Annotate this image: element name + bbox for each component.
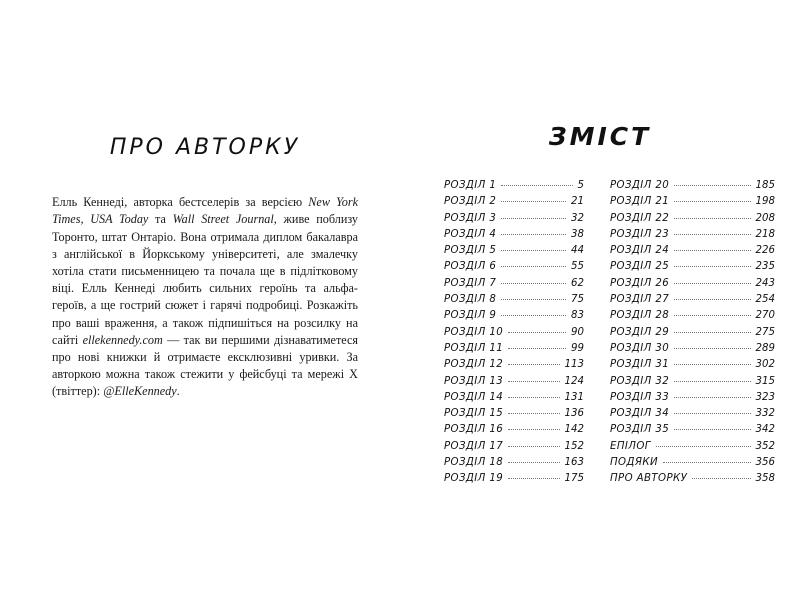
toc-entry-title: РОЗДІЛ 20 [610, 180, 670, 191]
toc-entry[interactable] [610, 392, 775, 408]
toc-entry-title: РОЗДІЛ 23 [610, 228, 670, 240]
toc-entry[interactable] [610, 245, 775, 261]
toc-entry-title: РОЗДІЛ 32 [610, 375, 670, 387]
toc-entry-page: 254 [755, 294, 775, 306]
toc-dot-leader [501, 218, 566, 219]
toc-dot-leader [692, 478, 750, 479]
toc-dot-leader [674, 364, 750, 365]
bio-twitter-handle[interactable]: @ElleKennedy [103, 384, 177, 399]
toc-entry-title: РОЗДІЛ 26 [610, 277, 670, 289]
toc-dot-leader [674, 429, 750, 430]
toc-dot-leader [501, 283, 566, 284]
toc-entry-page: 332 [755, 408, 775, 420]
toc-dot-leader [508, 381, 559, 382]
author-bio [52, 194, 358, 400]
toc-entry-title: РОЗДІЛ 17 [444, 440, 504, 452]
toc-entry[interactable] [610, 229, 775, 245]
toc-dot-leader [501, 185, 572, 186]
toc-entry-title: РОЗДІЛ 15 [444, 408, 504, 420]
toc-entry[interactable] [610, 376, 775, 392]
toc-entry-page: 124 [564, 375, 584, 387]
toc-entry-page: 235 [755, 261, 775, 273]
toc-entry-page: 90 [571, 326, 584, 338]
toc-entry-title: РОЗДІЛ 10 [444, 326, 504, 338]
toc-dot-leader [501, 201, 566, 202]
table-of-contents-page [400, 0, 800, 600]
toc-entry-title: РОЗДІЛ 34 [610, 408, 670, 420]
toc-entry-page: 131 [564, 391, 584, 403]
toc-dot-leader [656, 446, 751, 447]
toc-entry-title: РОЗДІЛ 18 [444, 457, 504, 469]
toc-entry-page: 83 [571, 310, 584, 322]
toc-entry[interactable] [444, 261, 584, 277]
toc-dot-leader [508, 446, 559, 447]
toc-entry-page: 356 [755, 457, 775, 469]
toc-entry-page: 198 [755, 196, 775, 208]
bio-text: Елль Кеннеді, авторка бестселерів за версією [52, 195, 309, 210]
toc-entry[interactable] [444, 441, 584, 457]
toc-entry-page: 275 [755, 326, 775, 338]
toc-entry-title: РОЗДІЛ 6 [444, 261, 497, 273]
toc-entry-title: РОЗДІЛ 14 [444, 391, 504, 403]
toc-dot-leader [674, 218, 750, 219]
toc-entry-page: 75 [571, 294, 584, 306]
toc-entry[interactable] [610, 278, 775, 294]
toc-entry[interactable] [444, 408, 584, 424]
toc-entry-page: 289 [755, 342, 775, 354]
toc-dot-leader [508, 413, 559, 414]
toc-entry[interactable] [610, 343, 775, 359]
toc-entry-page: 62 [571, 277, 584, 289]
toc-entry-title: РОЗДІЛ 21 [610, 196, 670, 208]
toc-dot-leader [508, 364, 559, 365]
toc-entry-title: РОЗДІЛ 11 [444, 342, 504, 354]
toc-entry[interactable] [610, 408, 775, 424]
toc-dot-leader [674, 381, 750, 382]
toc-dot-leader [501, 234, 566, 235]
toc-entry[interactable] [444, 457, 584, 473]
toc-entry[interactable] [444, 310, 584, 326]
toc-entry-title: РОЗДІЛ 31 [610, 359, 670, 371]
toc-entry[interactable] [610, 310, 775, 326]
toc-entry-page: 136 [564, 408, 584, 420]
toc-dot-leader [508, 348, 566, 349]
toc-entry-title: РОЗДІЛ 33 [610, 391, 670, 403]
toc-entry-title: ЕПІЛОГ [610, 440, 651, 452]
toc-entry-page: 38 [571, 228, 584, 240]
toc-dot-leader [674, 299, 750, 300]
toc-entry[interactable] [610, 213, 775, 229]
toc-dot-leader [674, 266, 750, 267]
toc-entry-page: 175 [564, 473, 584, 485]
toc-dot-leader [674, 283, 750, 284]
toc-entry-title: РОЗДІЛ 8 [444, 294, 497, 306]
toc-entry[interactable] [444, 473, 584, 489]
toc-entry-title: РОЗДІЛ 35 [610, 424, 670, 436]
toc-entry-title: РОЗДІЛ 28 [610, 310, 670, 322]
toc-entry[interactable] [610, 359, 775, 375]
toc-entry-title: ПОДЯКИ [610, 457, 658, 469]
toc-entry[interactable] [444, 376, 584, 392]
toc-entry[interactable] [444, 229, 584, 245]
toc-dot-leader [508, 478, 559, 479]
bio-text: — так ви першими дізнаватиметеся про нові книжки й отримаєте ексклюзивні уривки. За авторкою можна також стежити у фейсбуці та мережі X (твіттер): [52, 332, 359, 399]
toc-dot-leader [674, 397, 750, 398]
toc-entry[interactable] [444, 424, 584, 440]
toc-entry-page: 185 [755, 180, 775, 191]
toc-dot-leader [674, 234, 750, 235]
toc-entry-page: 163 [564, 457, 584, 469]
toc-dot-leader [674, 185, 750, 186]
bio-nyt: New York Times [52, 195, 358, 227]
bio-website-link[interactable]: ellekennedy.com [82, 332, 163, 347]
toc-entry-title: РОЗДІЛ 7 [444, 277, 497, 289]
bio-usa-today: USA Today [90, 212, 149, 227]
toc-entry[interactable] [444, 359, 584, 375]
bio-text: , живе поблизу Торонто, штат Онтаріо. Вона отримала диплом бакалавра з англійської в Йоркському університеті, але змалечку хотіла стати письменницею та почала ще в підлітковому віці. Елль Кеннеді любить сильних героїнь та альфа-героїв, а ще гострий сюжет і гарячі подробиці. Розкажіть про ваші враження, а також підпишіться на розсилку на сайті [52, 212, 359, 347]
toc-dot-leader [674, 413, 750, 414]
bio-wsj: Wall Street Journal [172, 212, 274, 227]
toc-dot-leader [501, 250, 566, 251]
toc-entry[interactable] [444, 392, 584, 408]
bio-text: та [148, 212, 173, 227]
toc-entry-page: 226 [755, 245, 775, 257]
toc-dot-leader [501, 299, 566, 300]
toc-entry-page: 55 [571, 261, 584, 273]
toc-entry[interactable] [444, 343, 584, 359]
toc-dot-leader [663, 462, 751, 463]
toc-entry-title: РОЗДІЛ 29 [610, 326, 670, 338]
toc-entry[interactable] [610, 457, 775, 473]
toc-entry-page: 32 [571, 212, 584, 224]
toc-dot-leader [674, 348, 750, 349]
toc-entry-title: РОЗДІЛ 5 [444, 245, 497, 257]
toc-entry-page: 315 [755, 375, 775, 387]
toc-entry[interactable] [610, 196, 775, 212]
toc-entry[interactable] [444, 245, 584, 261]
toc-entry[interactable] [444, 213, 584, 229]
toc-entry-title: РОЗДІЛ 3 [444, 212, 497, 224]
toc-entry[interactable] [610, 294, 775, 310]
toc-entry-title: РОЗДІЛ 9 [444, 310, 497, 322]
toc-entry-page: 113 [564, 359, 584, 371]
toc-entry[interactable] [610, 441, 775, 457]
toc-entry-title: РОЗДІЛ 19 [444, 473, 504, 485]
toc-entry-page: 44 [571, 245, 584, 257]
toc-entry-title: РОЗДІЛ 27 [610, 294, 670, 306]
toc-entry[interactable] [610, 424, 775, 440]
bio-text: , [80, 212, 91, 227]
toc-entry-page: 208 [755, 212, 775, 224]
toc-entry-title: РОЗДІЛ 1 [444, 180, 497, 191]
toc-entry[interactable] [444, 278, 584, 294]
toc-dot-leader [501, 315, 566, 316]
toc-dot-leader [508, 332, 566, 333]
toc-entry-page: 218 [755, 228, 775, 240]
toc-entry-page: 142 [564, 424, 584, 436]
toc-entry-page: 270 [755, 310, 775, 322]
toc-dot-leader [508, 462, 559, 463]
toc-entry-page: 99 [571, 342, 584, 354]
about-author-heading: ПРО АВТОРКУ [109, 135, 301, 160]
toc-entry-title: РОЗДІЛ 30 [610, 342, 670, 354]
toc-dot-leader [674, 250, 750, 251]
bio-text: . [176, 384, 180, 399]
toc-entry-title: РОЗДІЛ 22 [610, 212, 670, 224]
toc-heading: ЗМІСТ [548, 122, 652, 151]
toc-dot-leader [674, 332, 750, 333]
toc-entry-page: 243 [755, 277, 775, 289]
toc-entry-page: 352 [755, 440, 775, 452]
toc-entry-title: РОЗДІЛ 13 [444, 375, 504, 387]
toc-entry[interactable] [444, 327, 584, 343]
toc-entry-page: 21 [571, 196, 584, 208]
toc-dot-leader [508, 397, 559, 398]
toc-entry[interactable] [610, 261, 775, 277]
toc-entry-page: 5 [577, 180, 584, 191]
toc-entry-title: РОЗДІЛ 25 [610, 261, 670, 273]
toc-column-1 [444, 180, 584, 490]
toc-entry-title: ПРО АВТОРКУ [610, 473, 688, 485]
toc-entry[interactable] [610, 180, 775, 196]
toc-entry-page: 152 [564, 440, 584, 452]
toc-dot-leader [674, 201, 750, 202]
toc-entry[interactable] [610, 327, 775, 343]
toc-entry-page: 323 [755, 391, 775, 403]
toc-entry[interactable] [444, 180, 584, 196]
toc-entry[interactable] [610, 473, 775, 489]
toc-entry-page: 342 [755, 424, 775, 436]
toc-entry[interactable] [444, 294, 584, 310]
toc-entry-title: РОЗДІЛ 12 [444, 359, 504, 371]
toc-entry-title: РОЗДІЛ 2 [444, 196, 497, 208]
toc-entry[interactable] [444, 196, 584, 212]
toc-dot-leader [508, 429, 559, 430]
toc-dot-leader [501, 266, 566, 267]
toc-entry-page: 358 [755, 473, 775, 485]
toc-dot-leader [674, 315, 750, 316]
toc-entry-title: РОЗДІЛ 4 [444, 228, 497, 240]
toc-column-2 [610, 180, 775, 490]
toc-entry-title: РОЗДІЛ 24 [610, 245, 670, 257]
toc-entry-page: 302 [755, 359, 775, 371]
toc-entry-title: РОЗДІЛ 16 [444, 424, 504, 436]
